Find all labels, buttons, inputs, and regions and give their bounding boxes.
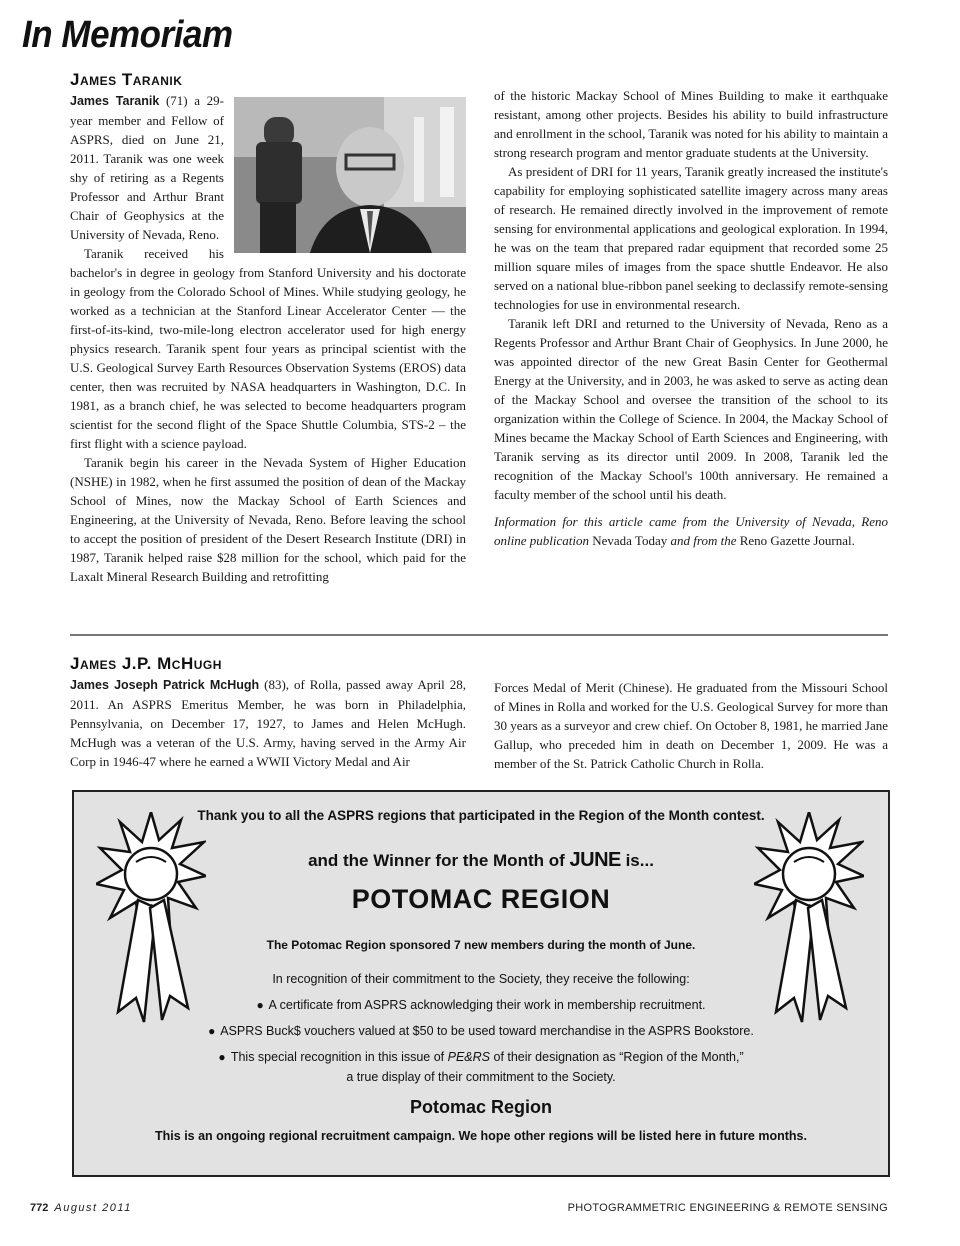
contest-winner-line: and the Winner for the Month of JUNE is... bbox=[308, 849, 654, 871]
taranik-photo bbox=[234, 97, 466, 253]
page-title: In Memoriam bbox=[22, 14, 233, 56]
contest-ongoing-note: This is an ongoing regional recruitment campaign. We hope other regions will be listed here in future months. bbox=[155, 1129, 807, 1143]
winner-region-title: POTOMAC REGION bbox=[351, 884, 611, 914]
mchugh-heading: James J.P. McHugh bbox=[70, 654, 222, 673]
region-of-month-box bbox=[72, 790, 890, 1177]
page-number: 772 bbox=[30, 1202, 49, 1214]
taranik-left-column bbox=[70, 70, 466, 586]
taranik-paragraph-2: Taranik received his bachelor's in degree in geology from Stanford University and his doctorate in geology from the Colorado School of Mines. While studying geology, he worked as a technician at the Stanford Linear Accelerator Center — the first-of-its-kind, two-mile-long electron accelerator used for high energy physics research. Taranik spent four years as principal scientist with the U.S. Geological Survey Earth Resources Observation Systems (EROS) data center, then was recruited by NASA headquarters in Washington, D.C. In 1981, as a branch chief, he was selected to become headquarters program scientist for the second flight of the Space Shuttle Columbia, STS-2 – the first flight with a science payload. bbox=[70, 246, 466, 451]
mchugh-paragraph-cont: Forces Medal of Merit (Chinese). He graduated from the Missouri School of Mines in Rolla and worked for the U.S. Geological Survey for more than 30 years as a surveyor and crew chief. On October 8, 1981, he married Jane Gallup, who preceded him in death on December 1, 2009. He was a member of the St. Patrick Catholic Church in Rolla. bbox=[494, 680, 888, 771]
mchugh-right-column bbox=[494, 678, 888, 773]
contest-thanks: Thank you to all the ASPRS regions that participated in the Region of the Month contest. bbox=[197, 808, 765, 823]
contest-sponsored: The Potomac Region sponsored 7 new members during the month of June. bbox=[266, 938, 696, 952]
contest-bullet-3: ● This special recognition in this issue of PE&RS of their designation as “Region of the Month,” bbox=[218, 1050, 744, 1064]
journal-name: PHOTOGRAMMETRIC ENGINEERING & REMOTE SENSING bbox=[567, 1202, 888, 1214]
page-footer-left bbox=[30, 1202, 132, 1214]
taranik-lead-text: (71) a 29-year member and Fellow of ASPRS, died on June 21, 2011. Taranik was one week shy of retiring as a Regents Professor and Arthur Brant Chair of Geophysics at the University of Nevada, Reno. bbox=[70, 93, 224, 242]
taranik-paragraph-4: As president of DRI for 11 years, Taranik greatly increased the institute's capability for employing sophisticated satellite imagery across many areas of research. He remained directly involved in the improvement of remote sensing for environmental applications and geological exploration. In 1994, he was on the team that prepared radar equipment that recorded some 25 million square miles of images from the space shuttle Endeavor. He also served on a national blue-ribbon panel seeking to declassify remote-sensing technologies for use in environmental research. bbox=[494, 164, 888, 312]
taranik-paragraph-3-cont: of the historic Mackay School of Mines Building to make it earthquake resistant, among other projects. Besides his ability to build infrastructure and enrollment in the school, Taranik was noted for his ability to maintain a strong research program and mentor graduate students at the University. bbox=[494, 88, 888, 160]
mchugh-lead-text: (83), of Rolla, passed away April 28, 2011. An ASPRS Emeritus Member, he was born in Philadelphia, Pennsylvania, on December 17, 1927, to James and Helen McHugh. McHugh was a veteran of the U.S. Army, having served in the Army Air Corp in 1946-47 where he earned a WWII Victory Medal and Air bbox=[70, 677, 466, 769]
taranik-paragraph-3: Taranik begin his career in the Nevada System of Higher Education (NSHE) in 1982, when he first assumed the position of dean of the Mackay School of Mines, now the Mackay School of Earth Sciences and Engineering, at the University of Nevada, Reno. Before leaving the school to accept the position of president of the Desert Research Institute (DRI) in 1987, Taranik helped raise $28 million for the school, which paid for the Laxalt Mineral Research Building and retrofitting bbox=[70, 455, 466, 584]
taranik-credit: Information for this article came from the University of Nevada, Reno online publication Nevada Today and from the Reno Gazette Journal. bbox=[494, 514, 888, 548]
mchugh-left-column bbox=[70, 654, 466, 771]
contest-bullet-2: ● ASPRS Buck$ vouchers valued at $50 to be used toward merchandise in the ASPRS Bookstore. bbox=[208, 1024, 754, 1038]
mchugh-lead-name: James Joseph Patrick McHugh bbox=[70, 678, 260, 692]
taranik-paragraph-5: Taranik left DRI and returned to the University of Nevada, Reno as a Regents Professor and Arthur Brant Chair of Geophysics. In June 2000, he was appointed director of the new Great Basin Center for Geothermal Energy at the University, and in 2003, he was asked to serve as acting dean of the Mackay School and oversee the transition of the school to its organization within the College of Science. In 2004, the Mackay School of Mines became the Mackay School of Earth Sciences and Engineering, with Taranik serving as its director until 2009. In 2008, Taranik led the recognition of the Mackay School's 100th anniversary. He remained a faculty member of the school until his death. bbox=[494, 316, 888, 502]
issue-date: August 2011 bbox=[54, 1202, 132, 1214]
portrait-image bbox=[234, 97, 466, 253]
taranik-right-column bbox=[494, 86, 888, 550]
taranik-lead-name: James Taranik bbox=[70, 94, 160, 108]
contest-bullet-1: ● A certificate from ASPRS acknowledging their work in membership recruitment. bbox=[256, 998, 706, 1012]
contest-recognition: In recognition of their commitment to the Society, they receive the following: bbox=[272, 972, 690, 986]
section-divider bbox=[70, 634, 888, 636]
contest-bullet-3-cont: a true display of their commitment to the Society. bbox=[346, 1070, 616, 1084]
taranik-heading: James Taranik bbox=[70, 70, 183, 89]
winner-region-subtitle: Potomac Region bbox=[409, 1097, 552, 1117]
